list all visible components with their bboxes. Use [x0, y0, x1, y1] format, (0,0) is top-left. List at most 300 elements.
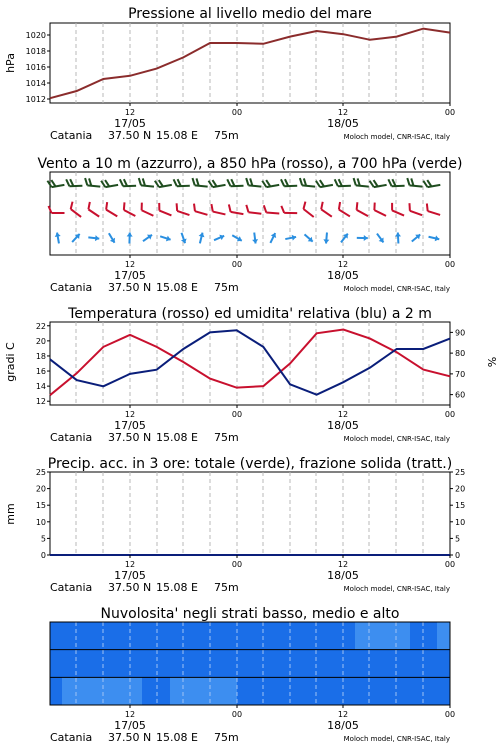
barb-flag: [121, 202, 127, 210]
barb-shape: [281, 179, 297, 187]
pressure-line: [50, 29, 450, 99]
wind-barb-10m: [428, 234, 440, 242]
y-tick-label: 14: [35, 382, 46, 392]
wind-barb-10m: [323, 232, 330, 243]
barb-shape: [139, 203, 156, 216]
barb-shape: [339, 232, 351, 244]
wind-barb-700: [299, 178, 316, 187]
wind-barb-10m: [231, 233, 244, 244]
barb-flag: [335, 179, 338, 186]
barb-shaft: [428, 211, 440, 215]
y-tick-label: 18: [35, 351, 46, 361]
wind-barb-700: [138, 178, 155, 187]
barb-shaft: [357, 210, 368, 216]
y-tick-label: 20: [35, 336, 46, 346]
date-label: 17/05: [114, 117, 146, 130]
barb-shaft: [231, 212, 244, 214]
y-tick-label: 16: [35, 367, 46, 377]
barb-shape: [192, 204, 209, 215]
wind-barb-10m: [357, 235, 368, 241]
barb-shape: [316, 178, 333, 188]
barb-shape: [101, 178, 118, 188]
x-tick-label: 00: [444, 108, 456, 117]
pressure-title: Pressione al livello medio del mare: [128, 6, 372, 22]
model-credit: Moloch model, CNR-ISAC, Italy: [343, 585, 450, 593]
barb-flag: [228, 204, 232, 211]
wind-barb-10m: [410, 232, 422, 244]
cloud-row-medio: [50, 650, 450, 678]
wind-barb-700: [370, 178, 387, 188]
barb-shaft: [427, 185, 440, 187]
wind-barb-850: [86, 202, 103, 217]
wind-barb-850: [157, 203, 174, 215]
wind-barb-850: [210, 204, 227, 214]
wind-barb-700: [227, 179, 243, 187]
pressure-frame: [50, 23, 450, 103]
barb-flag: [174, 203, 179, 211]
humidity-ylabel: %: [485, 356, 498, 368]
x-tick-label: 00: [231, 560, 243, 569]
barb-flag: [281, 179, 284, 186]
latitude: 37.50 N: [108, 731, 152, 744]
barb-flag: [227, 179, 230, 186]
precip-footer: [50, 555, 455, 594]
barb-flag: [392, 179, 395, 186]
cloud-patch: [170, 677, 237, 705]
elevation: 75m: [214, 281, 239, 294]
barb-shaft: [248, 185, 261, 186]
barb-flag: [120, 179, 123, 186]
wind-barb-850: [228, 204, 245, 214]
y-right-tick-label: 20: [455, 484, 466, 494]
barb-shaft: [105, 185, 118, 187]
barb-shaft: [52, 185, 65, 187]
barb-shape: [372, 203, 389, 216]
barb-shape: [301, 202, 318, 217]
barb-flag: [104, 202, 110, 210]
y-right-tick-label: 90: [455, 328, 466, 338]
barb-shape: [303, 232, 315, 244]
y-right-tick-label: 25: [455, 468, 466, 477]
wind-barb-700: [192, 178, 209, 187]
precip-frame: [50, 472, 450, 555]
barb-flag: [389, 203, 394, 211]
wind-barb-10m: [106, 232, 117, 245]
barb-flag: [281, 206, 284, 213]
wind-barb-850: [263, 205, 279, 213]
date-label: 18/05: [327, 419, 359, 432]
barb-flag: [84, 178, 88, 185]
wind-barb-700: [174, 179, 190, 187]
wind-barb-10m: [54, 232, 62, 244]
barb-shape: [88, 234, 100, 241]
barb-shape: [389, 203, 406, 216]
y-tick-label: 5: [40, 534, 46, 544]
cloud-patch: [437, 622, 450, 650]
wind-barb-10m: [268, 232, 278, 245]
barb-shape: [174, 179, 190, 187]
x-tick-label: 12: [124, 108, 136, 117]
wind-title: Vento a 10 m (azzurro), a 850 hPa (rosso), a 700 hPa (verde): [37, 156, 463, 172]
barb-flag: [407, 203, 412, 211]
wind-barb-10m: [88, 234, 100, 241]
barb-shape: [319, 202, 336, 217]
barb-flag: [336, 202, 342, 210]
wind-barb-700: [262, 178, 279, 188]
barb-flag: [245, 178, 249, 185]
barb-flag: [245, 205, 249, 212]
barb-flag: [124, 179, 127, 186]
barb-shaft: [303, 209, 313, 217]
cloud-title: Nuvolosita' negli strati basso, medio e alto: [100, 606, 400, 622]
model-credit: Moloch model, CNR-ISAC, Italy: [343, 735, 450, 743]
latitude: 37.50 N: [108, 281, 152, 294]
wind-barb-700: [209, 178, 226, 188]
wind-barb-850: [425, 204, 442, 215]
date-label: 18/05: [327, 117, 359, 130]
barb-shaft: [266, 213, 279, 214]
barb-shape: [197, 232, 205, 244]
barb-shape: [49, 206, 65, 213]
barb-flag: [209, 180, 213, 187]
wind-barb-700: [66, 179, 82, 187]
wind-barb-10m: [197, 232, 205, 244]
temperature-ylabel: gradi C: [4, 342, 17, 382]
x-tick-label: 00: [231, 260, 243, 269]
barb-shape: [268, 232, 278, 245]
barb-flag: [49, 206, 52, 213]
longitude: 15.08 E: [156, 129, 198, 142]
barb-flag: [231, 179, 234, 186]
barb-shape: [66, 179, 82, 187]
barb-shape: [425, 204, 442, 215]
barb-head: [395, 232, 401, 236]
barb-shape: [213, 233, 225, 243]
barb-shape: [407, 178, 424, 187]
barb-shaft: [392, 210, 404, 215]
barb-shape: [428, 234, 440, 242]
barb-shaft: [410, 211, 422, 215]
barb-shaft: [374, 210, 386, 216]
barb-shaft: [88, 209, 99, 216]
date-label: 17/05: [114, 269, 146, 282]
wind-barb-850: [245, 205, 262, 214]
y-tick-label: 20: [35, 484, 46, 494]
y-tick-label: 1012: [25, 95, 46, 104]
barb-flag: [353, 178, 357, 185]
barb-shape: [263, 205, 279, 213]
barb-shape: [104, 202, 121, 216]
station-name: Catania: [50, 731, 93, 744]
x-tick-label: 12: [337, 260, 349, 269]
wind-barb-850: [104, 202, 121, 216]
longitude: 15.08 E: [156, 731, 198, 744]
barb-shaft: [320, 185, 333, 187]
model-credit: Moloch model, CNR-ISAC, Italy: [343, 435, 450, 443]
y-right-tick-label: 80: [455, 349, 466, 359]
humidity-line: [50, 330, 450, 394]
x-tick-label: 00: [231, 710, 243, 719]
longitude: 15.08 E: [156, 581, 198, 594]
wind-barb-700: [281, 179, 297, 187]
wind-barb-850: [336, 202, 353, 216]
date-label: 18/05: [327, 269, 359, 282]
temperature-title: Temperatura (rosso) ed umidita' relativa (blu) a 2 m: [68, 306, 432, 322]
barb-flag: [178, 179, 181, 186]
y-tick-label: 0: [40, 551, 46, 560]
barb-shape: [84, 178, 101, 187]
barb-head: [95, 235, 100, 241]
barb-flag: [319, 202, 325, 209]
barb-shaft: [248, 212, 261, 214]
cloud-patch: [90, 677, 142, 705]
barb-flag: [339, 179, 342, 186]
temperature-footer: [50, 405, 455, 444]
barb-shape: [299, 178, 316, 187]
barb-shape: [192, 178, 209, 187]
y-tick-label: 1020: [25, 31, 46, 40]
wind-barb-10m: [141, 232, 153, 243]
wind-barb-700: [120, 179, 136, 187]
barb-flag: [316, 180, 320, 187]
barb-shaft: [410, 185, 423, 186]
temperature-frame: [50, 322, 450, 405]
y-right-tick-label: 70: [455, 369, 466, 379]
barb-shaft: [356, 185, 369, 186]
barb-shaft: [266, 185, 279, 187]
barb-shaft: [106, 210, 117, 217]
station-name: Catania: [50, 581, 93, 594]
barb-flag: [354, 202, 360, 210]
y-tick-label: 1014: [25, 79, 46, 88]
wind-barb-700: [423, 178, 440, 188]
y-right-tick-label: 0: [455, 551, 461, 560]
barb-flag: [138, 178, 142, 185]
wind-barb-700: [84, 178, 101, 187]
barb-shaft: [321, 209, 332, 216]
latitude: 37.50 N: [108, 431, 152, 444]
barb-flag: [174, 179, 177, 186]
elevation: 75m: [214, 581, 239, 594]
x-tick-label: 12: [124, 260, 136, 269]
barb-shape: [281, 206, 297, 213]
wind-barb-700: [407, 178, 424, 187]
precip-title: Precip. acc. in 3 ore: totale (verde), frazione solida (tratt.): [47, 456, 453, 472]
barb-shape: [159, 233, 171, 242]
y-tick-label: 1016: [25, 63, 46, 72]
wind-barb-850: [68, 202, 85, 217]
pressure-footer: [50, 103, 455, 142]
barb-shape: [157, 203, 174, 215]
barb-flag: [299, 178, 303, 185]
barb-shape: [245, 178, 262, 187]
barb-shape: [407, 203, 424, 215]
y-tick-label: 22: [35, 321, 46, 331]
barb-shape: [285, 234, 297, 242]
barb-head: [252, 239, 258, 244]
barb-shape: [323, 232, 330, 243]
wind-barb-10m: [126, 232, 132, 243]
wind-barb-10m: [303, 232, 315, 244]
date-label: 18/05: [327, 569, 359, 582]
barb-shaft: [195, 211, 207, 215]
wind-barb-10m: [213, 233, 225, 243]
wind-barb-10m: [339, 232, 351, 244]
longitude: 15.08 E: [156, 431, 198, 444]
y-tick-label: 10: [35, 517, 46, 527]
barb-head: [323, 239, 329, 244]
wind-barb-850: [372, 203, 389, 216]
y-tick-label: 15: [35, 501, 46, 511]
barb-flag: [372, 203, 378, 211]
barb-flag: [66, 179, 69, 186]
barb-shaft: [374, 185, 387, 187]
x-tick-label: 00: [444, 410, 456, 419]
barb-shaft: [302, 185, 315, 186]
pressure-ylabel: hPa: [4, 53, 17, 73]
barb-head: [127, 232, 133, 236]
barb-shape: [245, 205, 262, 214]
barb-shape: [251, 232, 258, 244]
barb-shaft: [141, 185, 154, 186]
barb-flag: [210, 204, 214, 211]
wind-barb-850: [301, 202, 318, 217]
x-tick-label: 12: [337, 560, 349, 569]
barb-flag: [263, 205, 266, 212]
barb-shaft: [195, 185, 208, 186]
barb-shape: [141, 232, 153, 243]
barb-shape: [120, 179, 136, 187]
barb-shape: [353, 178, 370, 187]
barb-head: [364, 235, 368, 241]
x-tick-label: 12: [337, 108, 349, 117]
barb-flag: [388, 179, 391, 186]
barb-flag: [192, 178, 196, 185]
wind-barb-850: [389, 203, 406, 216]
latitude: 37.50 N: [108, 581, 152, 594]
elevation: 75m: [214, 431, 239, 444]
y-tick-label: 25: [35, 468, 46, 477]
barb-flag: [425, 204, 430, 212]
y-right-tick-label: 10: [455, 517, 466, 527]
wind-barb-700: [245, 178, 262, 187]
barb-shape: [138, 178, 155, 187]
wind-barb-850: [139, 203, 156, 216]
x-tick-label: 00: [444, 260, 456, 269]
barb-shape: [86, 202, 103, 217]
barb-flag: [285, 179, 288, 186]
barb-shape: [228, 204, 245, 214]
y-right-tick-label: 15: [455, 501, 466, 511]
x-tick-label: 12: [337, 710, 349, 719]
wind-barb-850: [407, 203, 424, 215]
barb-flag: [370, 180, 374, 187]
wind-footer: [50, 255, 455, 294]
wind-barb-10m: [285, 234, 297, 242]
station-name: Catania: [50, 281, 93, 294]
barb-shape: [357, 235, 368, 241]
wind-barb-700: [316, 178, 333, 188]
barb-flag: [192, 204, 197, 212]
wind-barb-10m: [159, 233, 171, 242]
barb-shaft: [213, 212, 226, 215]
wind-barb-850: [281, 206, 297, 213]
model-credit: Moloch model, CNR-ISAC, Italy: [343, 133, 450, 141]
barb-shaft: [142, 210, 154, 215]
barb-flag: [139, 203, 145, 211]
y-right-tick-label: 5: [455, 534, 461, 544]
barb-shape: [209, 178, 226, 188]
barb-flag: [68, 202, 75, 209]
station-name: Catania: [50, 129, 93, 142]
wind-barb-10m: [251, 232, 258, 244]
barb-flag: [407, 178, 411, 185]
date-label: 17/05: [114, 569, 146, 582]
y-right-tick-label: 60: [455, 390, 466, 400]
y-tick-label: 1018: [25, 47, 46, 56]
barb-shape: [375, 232, 386, 244]
barb-shape: [410, 232, 422, 244]
barb-shape: [54, 232, 62, 244]
barb-flag: [423, 180, 427, 187]
wind-barb-850: [49, 206, 65, 213]
y-tick-label: 12: [35, 397, 46, 407]
barb-shape: [370, 178, 387, 188]
barb-flag: [301, 202, 308, 209]
x-tick-label: 12: [124, 560, 136, 569]
barb-shaft: [159, 185, 172, 187]
date-label: 17/05: [114, 419, 146, 432]
longitude: 15.08 E: [156, 281, 198, 294]
barb-flag: [86, 202, 92, 209]
elevation: 75m: [214, 731, 239, 744]
x-tick-label: 00: [231, 410, 243, 419]
model-credit: Moloch model, CNR-ISAC, Italy: [343, 285, 450, 293]
latitude: 37.50 N: [108, 129, 152, 142]
barb-shape: [210, 204, 227, 214]
barb-shape: [227, 179, 243, 187]
barb-shape: [231, 233, 244, 244]
x-tick-label: 00: [231, 108, 243, 117]
barb-shaft: [87, 185, 100, 186]
x-tick-label: 12: [124, 710, 136, 719]
wind-barb-850: [319, 202, 336, 217]
wind-barb-700: [101, 178, 118, 188]
date-label: 18/05: [327, 719, 359, 732]
cloud-footer: [50, 705, 455, 744]
barb-flag: [70, 179, 73, 186]
barb-shape: [336, 202, 353, 216]
wind-barb-10m: [375, 232, 386, 244]
barb-shaft: [159, 211, 171, 216]
wind-barb-700: [353, 178, 370, 187]
x-tick-label: 00: [444, 560, 456, 569]
precip-ylabel: mm: [4, 503, 17, 525]
date-label: 17/05: [114, 719, 146, 732]
x-tick-label: 12: [124, 410, 136, 419]
elevation: 75m: [214, 129, 239, 142]
barb-shape: [423, 178, 440, 188]
barb-shaft: [213, 185, 226, 187]
barb-shape: [126, 232, 132, 243]
wind-barb-850: [192, 204, 209, 215]
barb-shape: [68, 202, 85, 217]
x-tick-label: 12: [337, 410, 349, 419]
x-tick-label: 00: [444, 710, 456, 719]
barb-shape: [106, 232, 117, 245]
barb-head: [237, 236, 243, 243]
barb-shaft: [339, 210, 350, 217]
